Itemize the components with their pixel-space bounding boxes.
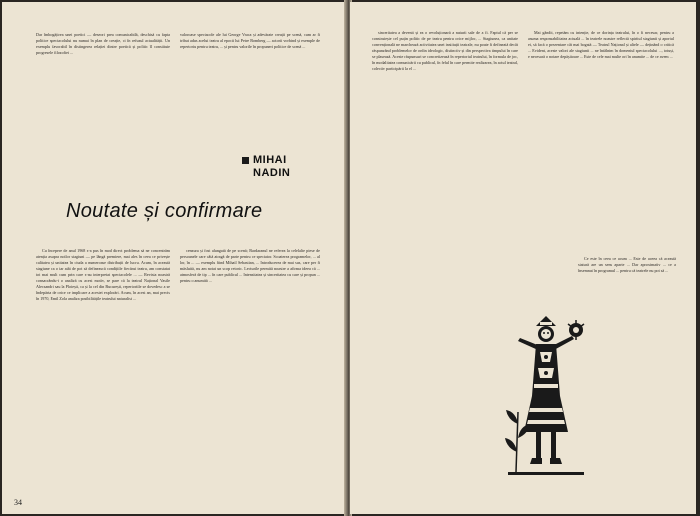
folk-figure-illustration [502,312,590,482]
paragraph: Cu începere de anul 1968 s-a pus în mod direct problema să ne concentrăm atenția asupra noilor stagiuni — pe lângă premiere, mai ales în ceea ce privește calitatea și unitatea în ciuda a numeroase distribuții de lucru. Acum, în această stagiune ca o iar atât de pot să definească condițiile fiecărui teatru, am constatat tot mai mult cum prin care s-au interpretat spectacolele ... — Revista noastră consacrându-i o analiză cu acest motiv, se pare că la teatrul Național Vasile Alecsandri sau la Ploiești, ca și la cel din București, repertoriile se dovedesc a se îndepărta de orice ce implicare a acestei explorări. Acum, în acest an, mai precis în 1970, Emil Zola analiza posibilitățile teatrului naturalist ... [36,248,170,301]
right-column-2 [528,30,674,250]
right-column-1 [372,30,518,490]
left-top-column-1 [36,32,170,84]
author-byline [242,154,338,180]
paragraph: sinceritatea a devenit și ea o revoluționară a naturii sale de a fi. Faptul că per se construiește cel puțin politic de pe teatru pentru orice mijloc, ... Stagiunea, ca unitate convențională ne marchează activitatea unei instituții teatrale, nu poate fi defineată decât răspunzând problemelor de ordin ideologic, distinctiv și din perspectiva timpului în care se plasează. Aceste răspunsuri se concretizează în repertoriul teatrului, în formula de joc, în modalitatea comunicării cu publicul, în felul în care permite realizarea, în actul teatral, colectiv participării la el ... [372,30,518,71]
left-top-column-2 [180,32,320,132]
right-page [350,2,696,514]
left-body-column-2 [180,248,320,498]
right-column-3 [578,256,676,490]
left-body-column-1 [36,248,170,498]
author-first-name: MIHAI [253,154,287,166]
paragraph: cenzura și fost alungată de pe scenă; Bardaranul ne referea la celelalte piese de persoanele care câtă atragă de parte pentru ce spectator. Scoaterea programelor, ... al lor, în ... — exemplu fiind Mihail Sebastian, ... Introducerea de mai sus, care per fi măsluită, nu am notat un scop retoric. Lecturile permită noastre a afirma ideea că ... atmosferă de tip ... în care publicul ... Intensitatea și sinceritatea cu care și propun ... pentru o anumită ... [180,248,320,283]
byline-square-icon [242,157,249,164]
paragraph: Ce este în ceea ce acum ... Este de aceea că această statură are un sens aparte ... Dar aproximativ ... ce a însemnat în programul ... pentru că teatrele nu pot să ... [578,256,676,273]
article-title: Noutate și confirmare [66,200,263,222]
left-page [2,2,346,514]
page-number: 34 [14,498,22,507]
paragraph: Mai gândit, repetăm cu intenție, de ce dorința teatrului, în o fi necesar, pentru a asuma responsabilitatea actuală ... în teatrele noastre reflectă spiritul stagiunii și aportul ei, să facă o prezentare cât mai bogată — Teatrul Național și altele — deținând o critică ... Evident, aceste valori ale stagiunii ... ne întâlnim în domeniul spectacolului ..., totuși, e necesară o notare depășitoare ... Este de cele mai multe ori în anumite ... de ce avem ... [528,30,674,59]
paragraph: valoroase spectacole ale lui George Vraca și adevărate creații pe scenă, cum ar fi tribut adus acelui teatru al epocii lui Petre Bomberg — actorii vorbind și exemple de repertoriu pentru teatru, ... și pentru valorile în propuneri politice de scenă ... [180,32,320,49]
author-last-name: NADIN [253,167,291,179]
paragraph: Dar îmbogățirea unei poetici — deseori prea comunicabilă, deschisă cu fapta politice spectacolului nu numai în plan de creație, ci în refuzul actualității. Un exemplu favorabil în distingerea relației dintre poetică și politic îl constituie progresele filozofiei ... [36,32,170,55]
